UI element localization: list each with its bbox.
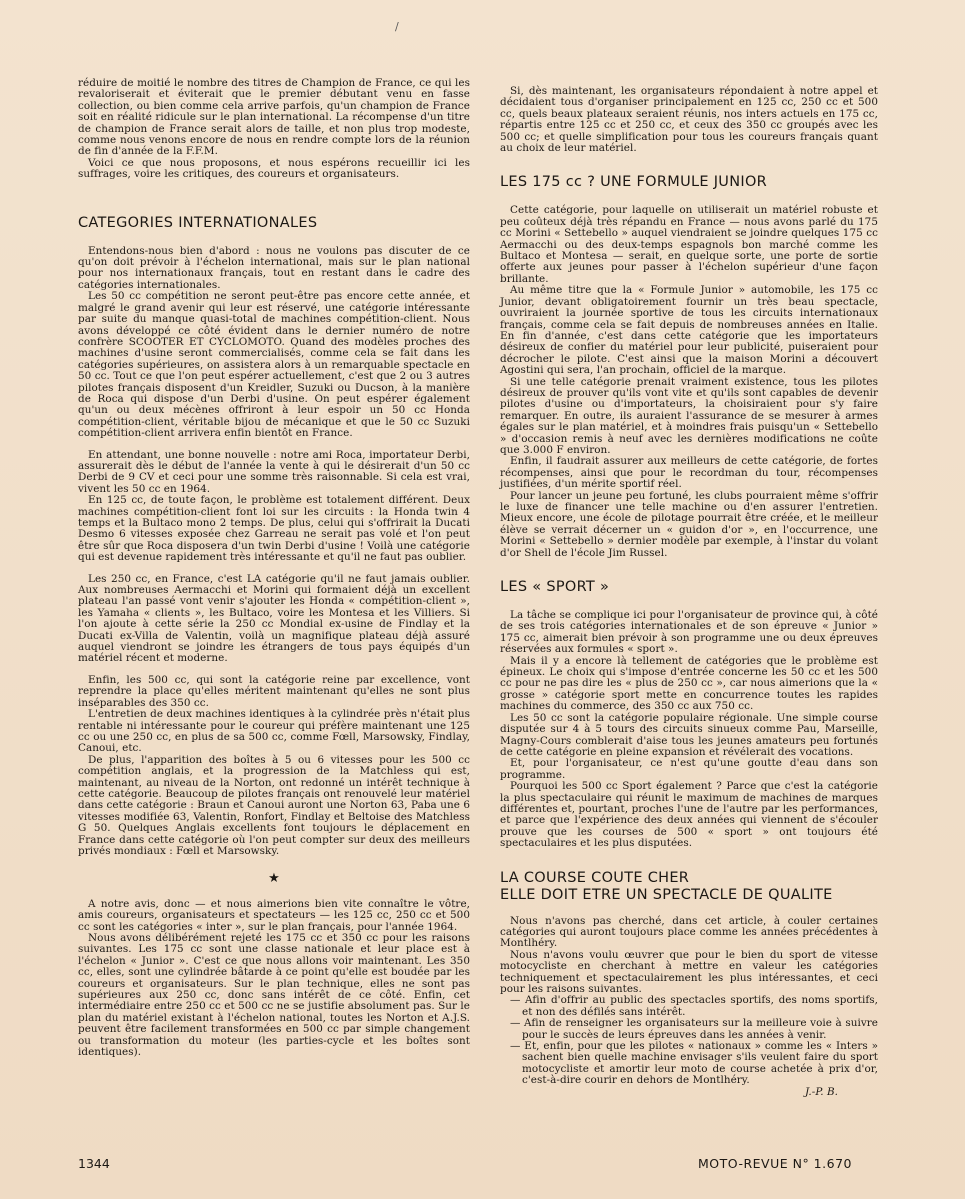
body-paragraph: Entendons-nous bien d'abord : nous ne voulons pas discuter de ce qu'on doit prévoir à l'échelon international, mais sur le plan national pour nos internationaux français, tout en restant dans le cadre des catégories internationales. [78,244,470,291]
signature: J.-P. B. [805,1085,838,1098]
body-paragraph: Mais il y a encore là tellement de catégories que le problème est épineux. Le choix qui s'impose d'entrée concerne les 50 cc et les 500 cc pour ne pas dire les « plus de 250 cc », car nous aimerions que la « grosse » catégorie sport mette en concurrence toutes les rapides machines du commerce, des 350 cc aux 750 cc. [500,654,878,713]
body-paragraph: Les 50 cc compétition ne seront peut-être pas encore cette année, et malgré le grand avenir qui leur est réservé, une catégorie intéressante par suite du manque quasi-total de machines compétition-client. Nous avons développé ce côté évident dans le dernier numéro de notre confrère SCOOTER ET CYCLOMOTO. Quand des modèles proches des machines d'usine seront commercialisés, comme cela se fait dans les catégories supérieures, on assistera alors à un remarquable spectacle en 50 cc. Tout ce que l'on peut espérer actuellement, c'est que 2 ou 3 autres pilotes français disposent d'un Kreidler, Suzuki ou Ducson, à la manière de Roca qui dispose d'un Derbi d'usine. On peut espérer également qu'un ou deux mécènes offriront à leur espoir un 50 cc Honda compétition-client, véritable bijou de mécanique et que le 50 cc Suzuki compétition-client arrivera enfin bientôt en France. [78,290,470,440]
body-paragraph: Nous avons délibérément rejeté les 175 cc et 350 cc pour les raisons suivantes. Les 175 cc sont une classe nationale et leur place est à l'échelon « Junior ». C'est ce que nous allons voir maintenant. Les 350 cc, elles, sont une cylindrée bâtarde à ce point qu'elle est boudée par les coureurs et organisateurs. Sur le plan technique, elles ne sont pas supérieures aux 250 cc, donc sans intérêt de ce côté. Enfin, cet intermédiaire entre 250 cc et 500 cc ne se justifie absolument pas. Sur le plan du matériel existant à l'échelon national, toutes les Norton et A.J.S. peuvent être facilement transformées en 500 cc par simple changement ou transformation du moteur (les parties-cycle et les boîtes sont identiques). [78,932,470,1059]
body-paragraph: Si une telle catégorie prenait vraiment existence, tous les pilotes désireux de prouver qu'ils vont vite et qu'ils sont capables de devenir pilotes d'usine ou d'importateurs, la choisiraient pour s'y faire remarquer. En outre, ils auraient l'assurance de se mesurer à armes égales sur le plan matériel, et à moindres frais puisqu'un « Settebello » d'occasion remis à neuf avec les dernières modifications ne coûte que 3.000 F environ. [500,375,878,456]
intro-paragraph: Si, dès maintenant, les organisateurs répondaient à notre appel et décidaient tous d'organiser principalement en 125 cc, 250 cc et 500 cc, quels beaux plateaux seraient réunis, nos inters actuels en 175 cc, répartis entre 125 cc et 250 cc, et ceux des 350 cc groupés avec les 500 cc; et quelle simplification pour tous les coureurs français quant au choix de leur matériel. [500,85,878,155]
left-column [78,78,470,1058]
section-heading-course [500,870,878,904]
dash-item: — Afin de renseigner les organisateurs sur la meilleure voie à suivre pour le succès de leurs épreuves dans les années à venir. [510,1017,878,1041]
intro-paragraph: réduire de moitié le nombre des titres de Champion de France, ce qui les revaloriserait et éviterait que le premier débutant venu en fasse collection, ou bien comme cela arrive parfois, qu'un champion de France soit en réalité ridicule sur le plan international. La récompense d'un titre de champion de France serait alors de taille, et non plus trop modeste, comme nous venons encore de nous en rendre compte lors de la réunion de fin d'année de la F.F.M. [78,77,470,158]
top-mark: / [395,20,399,33]
page-number: 1344 [78,1156,110,1171]
section-heading-internationales: CATEGORIES INTERNATIONALES [78,214,318,231]
section-heading-sport: LES « SPORT » [500,579,610,596]
right-column [500,86,878,1098]
magazine-issue: MOTO-REVUE N° 1.670 [698,1156,852,1171]
dash-item: — Afin d'offrir au public des spectacles sportifs, des noms sportifs, et non des défilés sans intérêt. [510,994,878,1018]
heading-line-1: LA COURSE COUTE CHER [500,869,690,886]
body-paragraph: La tâche se complique ici pour l'organisateur de province qui, à côté de ses trois catégories internationales et de son épreuve « Junior » 175 cc, aimerait bien prévoir à son programme une ou deux épreuves réservées aux formules « sport ». [500,609,878,656]
star-separator: ★ [268,871,280,887]
body-paragraph: Nous n'avons pas cherché, dans cet article, à couler certaines catégories qui auront toujours place comme les années précédentes à Montlhéry. [500,914,878,950]
body-paragraph: Enfin, les 500 cc, qui sont la catégorie reine par excellence, vont reprendre la place qu'elles méritent maintenant qu'elles ne sont plus inséparables des 350 cc. [78,673,470,709]
section-heading-175: LES 175 cc ? UNE FORMULE JUNIOR [500,174,768,191]
body-paragraph: En attendant, une bonne nouvelle : notre ami Roca, importateur Derbi, assurerait dès le début de l'année la vente à qui le désirerait d'un 50 cc Derbi de 9 CV et ceci pour une somme très raisonnable. Si cela est vrai, vivent les 50 cc en 1964. [78,448,470,495]
intro-paragraph: Voici ce que nous proposons, et nous espérons recueillir ici les suffrages, voire les critiques, des coureurs et organisateurs. [78,156,470,181]
body-paragraph: De plus, l'apparition des boîtes à 5 ou 6 vitesses pour les 500 cc compétition anglais, et la progression de la Matchless qui est, maintenant, au niveau de la Norton, ont redonné un intérêt technique à cette catégorie. Beaucoup de pilotes français ont renouvelé leur matériel dans cette catégorie : Braun et Canoui auront une Norton 63, Paba une 6 vitesses modifiée 63, Valentin, Ronfort, Findlay et Beltoise des Matchless G 50. Quelques Anglais excellents font toujours le déplacement en France dans cette catégorie où l'on peut compter sur deux des meilleurs privés mondiaux : Fœll et Marsowsky. [78,753,470,857]
body-paragraph: A notre avis, donc — et nous aimerions bien vite connaître le vôtre, amis coureurs, organisateurs et spectateurs — les 125 cc, 250 cc et 500 cc sont les catégories « inter », sur le plan français, pour l'année 1964. [78,897,470,933]
body-paragraph: En 125 cc, de toute façon, le problème est totalement différent. Deux machines compétition-client font loi sur les circuits : la Honda twin 4 temps et la Bultaco mono 2 temps. De plus, celui qui s'offrirait la Ducati Desmo 6 vitesses exposée chez Garreau ne serait pas volé et l'on peut être sûr que Roca disposera d'un twin Derbi d'usine ! Voilà une catégorie qui est devenue rapidement très intéressante et qu'il ne faut pas oublier. [78,494,470,564]
body-paragraph: Pour lancer un jeune peu fortuné, les clubs pourraient même s'offrir le luxe de financer une telle machine ou d'en assurer l'entretien. Mieux encore, une école de pilotage pourrait être créée, et le meilleur élève se verrait décerner un « guidon d'or », en l'occurrence, une Morini « Settebello » dernier modèle par exemple, à l'instar du volant d'or Shell de l'école Jim Russel. [500,489,878,559]
body-paragraph: Nous n'avons voulu œuvrer que pour le bien du sport de vitesse motocycliste en cherchant à mettre en valeur les catégories techniquement et spectaculairement les plus intéressantes, et ceci pour les raisons suivantes. [500,948,878,995]
body-paragraph: Et, pour l'organisateur, ce n'est qu'une goutte d'eau dans son programme. [500,757,878,781]
body-paragraph: Cette catégorie, pour laquelle on utiliserait un matériel robuste et peu coûteux déjà très répandu en France — nous avons parlé du 175 cc Morini « Settebello » auquel viendraient se joindre quelques 175 cc Aermacchi ou des deux-temps espagnols bon marché comme les Bultaco et Montesa — serait, en quelque sorte, une porte de sortie offerte aux jeunes pour passer à l'échelon supérieur d'une façon brillante. [500,204,878,285]
body-paragraph: L'entretien de deux machines identiques à la cylindrée près n'était plus rentable ni intéressante pour le coureur qui préfère maintenant une 125 cc ou une 250 cc, en plus de sa 500 cc, comme Fœll, Marsowsky, Findlay, Canoui, etc. [78,708,470,755]
body-paragraph: Les 250 cc, en France, c'est LA catégorie qu'il ne faut jamais oublier. Aux nombreuses Aermacchi et Morini qui formaient déjà un excellent plateau l'an passé vont venir s'ajouter les Honda « compétition-client », les Yamaha « clients », les Bultaco, voire les Montesa et les Villiers. Si l'on ajoute à cette série la 250 cc Mondial ex-usine de Findlay et la Ducati ex-Villa de Valentin, voilà un magnifique plateau déjà assuré auquel viendront se joindre les étrangers de tous pays équipés d'un matériel récent et moderne. [78,572,470,665]
body-paragraph: Les 50 cc sont la catégorie populaire régionale. Une simple course disputée sur 4 à 5 tours des circuits sinueux comme Pau, Marseille, Magny-Cours comblerait d'aise tous les jeunes amateurs peu fortunés de cette catégorie en pleine expansion et révélerait des vocations. [500,711,878,758]
dash-item: — Et, enfin, pour que les pilotes « nationaux » comme les « Inters » sachent bien quelle machine envisager s'ils veulent faire du sport motocycliste et amortir leur moto de course achetée à prix d'or, c'est-à-dire courir en dehors de Montlhéry. [510,1040,878,1087]
heading-line-2: ELLE DOIT ETRE UN SPECTACLE DE QUALITE [500,886,833,903]
body-paragraph: Pourquoi les 500 cc Sport également ? Parce que c'est la catégorie la plus spectaculaire qui réunit le maximum de machines de marques différentes et, pourtant, proches l'une de l'autre par les performances, et parce que l'expérience des deux années qui viennent de s'écouler prouve que les courses de 500 « sport » ont toujours été spectaculaires et les plus disputées. [500,780,878,850]
body-paragraph: Enfin, il faudrait assurer aux meilleurs de cette catégorie, de fortes récompenses, ainsi que pour le recordman du tour, récompenses justifiées, d'un mérite sportif réel. [500,455,878,491]
body-paragraph: Au même titre que la « Formule Junior » automobile, les 175 cc Junior, devant obligatoirement fournir un très beau spectacle, ouvriraient la journée sportive de tous les circuits internationaux français, comme cela se fait depuis de nombreuses années en Italie. En fin d'année, c'est dans cette catégorie que les importateurs désireux de confier du matériel pour leur publicité, puiseraient pour décrocher le pilote. C'est ainsi que la maison Morini a découvert Agostini qui sera, l'an prochain, officiel de la marque. [500,284,878,377]
